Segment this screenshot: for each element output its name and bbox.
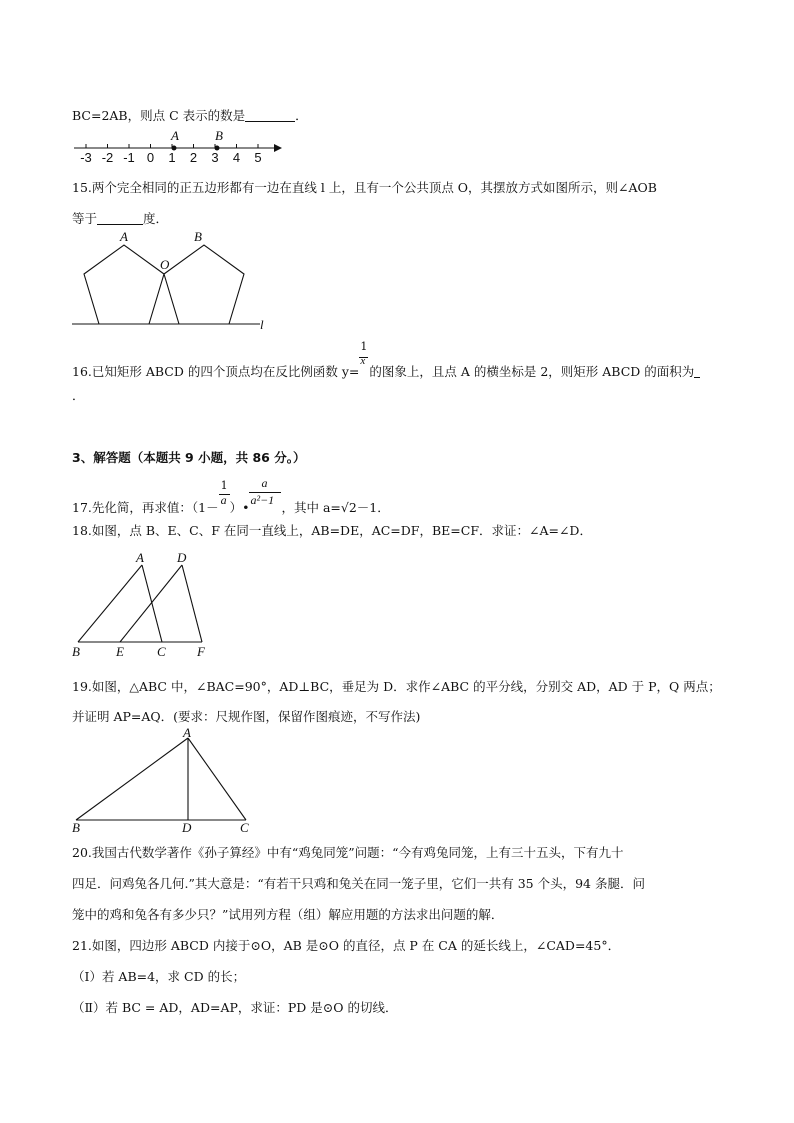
label-c: C: [240, 820, 249, 835]
segment-ac: [142, 565, 162, 642]
number-line-figure: [72, 128, 282, 168]
left-pentagon: [84, 245, 164, 324]
q15-line2-after: 度．: [143, 211, 169, 226]
segment-de: [120, 565, 182, 642]
tick-label: 4: [232, 150, 241, 165]
q17-frac1-den: a: [220, 493, 227, 507]
label-b: B: [72, 820, 80, 835]
q17-frac2: [249, 476, 281, 510]
q16-frac-num: 1: [360, 340, 368, 353]
tick-label: 2: [189, 150, 198, 165]
q15-line2: [72, 209, 168, 227]
q16-fraction: [359, 340, 369, 374]
q16-line1: [72, 340, 700, 380]
segment-ab: [78, 565, 142, 642]
q17-suffix: ，其中 a=√2－1．: [281, 500, 390, 515]
q16-after: 的图象上，且点 A 的横坐标是 2，则矩形 ABCD 的面积为: [369, 364, 695, 379]
tick-label: 0: [146, 150, 155, 165]
q17-mid: ）•: [229, 500, 250, 515]
tick-label: 1: [168, 150, 176, 165]
point-b-label: B: [215, 128, 223, 143]
q17-frac1: [219, 479, 230, 510]
section3-title: 3、解答题（本题共 9 小题，共 86 分。）: [72, 450, 306, 465]
tick-label: 5: [254, 150, 262, 165]
q19-figure: [70, 725, 260, 838]
q20-line1: 20.我国古代数学著作《孙子算经》中有“鸡兔同笼”问题：“今有鸡兔同笼，上有三十五头，下有九十: [72, 845, 624, 860]
q16-frac-den: x: [360, 355, 366, 367]
q18-text: 18.如图，点 B、E、C、F 在同一直线上，AB=DE，AC=DF，BE=CF．求证：∠A=∠D．: [72, 523, 592, 538]
q21-line1: 21.如图，四边形 ABCD 内接于⊙O，AB 是⊙O 的直径，点 P 在 CA 的延长线上，∠CAD=45°．: [72, 938, 621, 953]
segment-df: [182, 565, 202, 642]
right-pentagon: [164, 245, 244, 324]
label-b: B: [194, 229, 202, 244]
segment-ab: [76, 738, 188, 820]
q16-line2: ．: [72, 388, 85, 403]
label-f: F: [197, 644, 205, 659]
label-a: A: [120, 229, 128, 244]
q16-before: 16.已知矩形 ABCD 的四个顶点均在反比例函数 y=: [72, 364, 360, 379]
label-a: A: [136, 550, 144, 565]
q17-frac2-num: a: [261, 476, 268, 490]
tick-label: -1: [123, 150, 135, 165]
q20-line3: 笼中的鸡和兔各有多少只？”试用列方程（组）解应用题的方法求出问题的解．: [72, 907, 504, 922]
segment-ac: [188, 738, 246, 820]
q19-line1: 19.如图，△ABC 中，∠BAC=90°，AD⊥BC，垂足为 D．求作∠ABC 的平分线，分别交 AD，AD 于 P，Q 两点；: [72, 679, 721, 694]
q17-frac1-num: 1: [220, 479, 228, 492]
label-d: D: [182, 820, 192, 835]
tick-label: -3: [80, 150, 92, 165]
q14-answer-blank[interactable]: [245, 109, 295, 122]
q17-frac2-den: a²−1: [250, 493, 275, 507]
point-a-label: A: [171, 128, 179, 143]
q21-part1: （Ⅰ）若 AB=4，求 CD 的长；: [72, 969, 246, 984]
tick-label: -2: [101, 150, 114, 165]
q14-text: BC=2AB，则点 C 表示的数是: [72, 108, 246, 123]
q21-part2: （Ⅱ）若 BC = AD，AD=AP，求证：PD 是⊙O 的切线．: [72, 1000, 398, 1015]
q19-line2: 并证明 AP=AQ．(要求：尺规作图，保留作图痕迹，不写作法): [72, 709, 421, 724]
q15-line1: 15.两个完全相同的正五边形都有一边在直线 l 上，且有一个公共顶点 O，其摆放方式如图所示，则∠AOB: [72, 180, 657, 195]
point-a-dot: [172, 146, 177, 151]
label-b: B: [72, 644, 80, 659]
point-b-dot: [215, 146, 220, 151]
number-line-arrow: [274, 144, 282, 152]
label-d: D: [177, 550, 187, 565]
label-o: O: [160, 257, 170, 272]
q14-tail: [72, 106, 308, 124]
label-e: E: [116, 644, 124, 659]
q17-prefix: 17.先化简，再求值：（1－: [72, 500, 219, 515]
q20-line2: 四足．问鸡兔各几何.”其大意是：“有若干只鸡和兔关在同一笼子里，它们一共有 35 个头，94 条腿．问: [72, 876, 645, 891]
label-c: C: [157, 644, 166, 659]
q14-period: ．: [295, 108, 308, 123]
q16-answer-blank[interactable]: [694, 365, 700, 378]
q17-line: [72, 476, 390, 516]
q15-answer-blank[interactable]: [97, 212, 143, 225]
label-l: l: [260, 317, 264, 332]
q18-figure: [70, 550, 220, 660]
pentagons-figure: [70, 229, 280, 332]
label-a: A: [183, 725, 191, 740]
tick-label: 3: [211, 150, 219, 165]
q15-line2-before: 等于: [72, 211, 98, 226]
